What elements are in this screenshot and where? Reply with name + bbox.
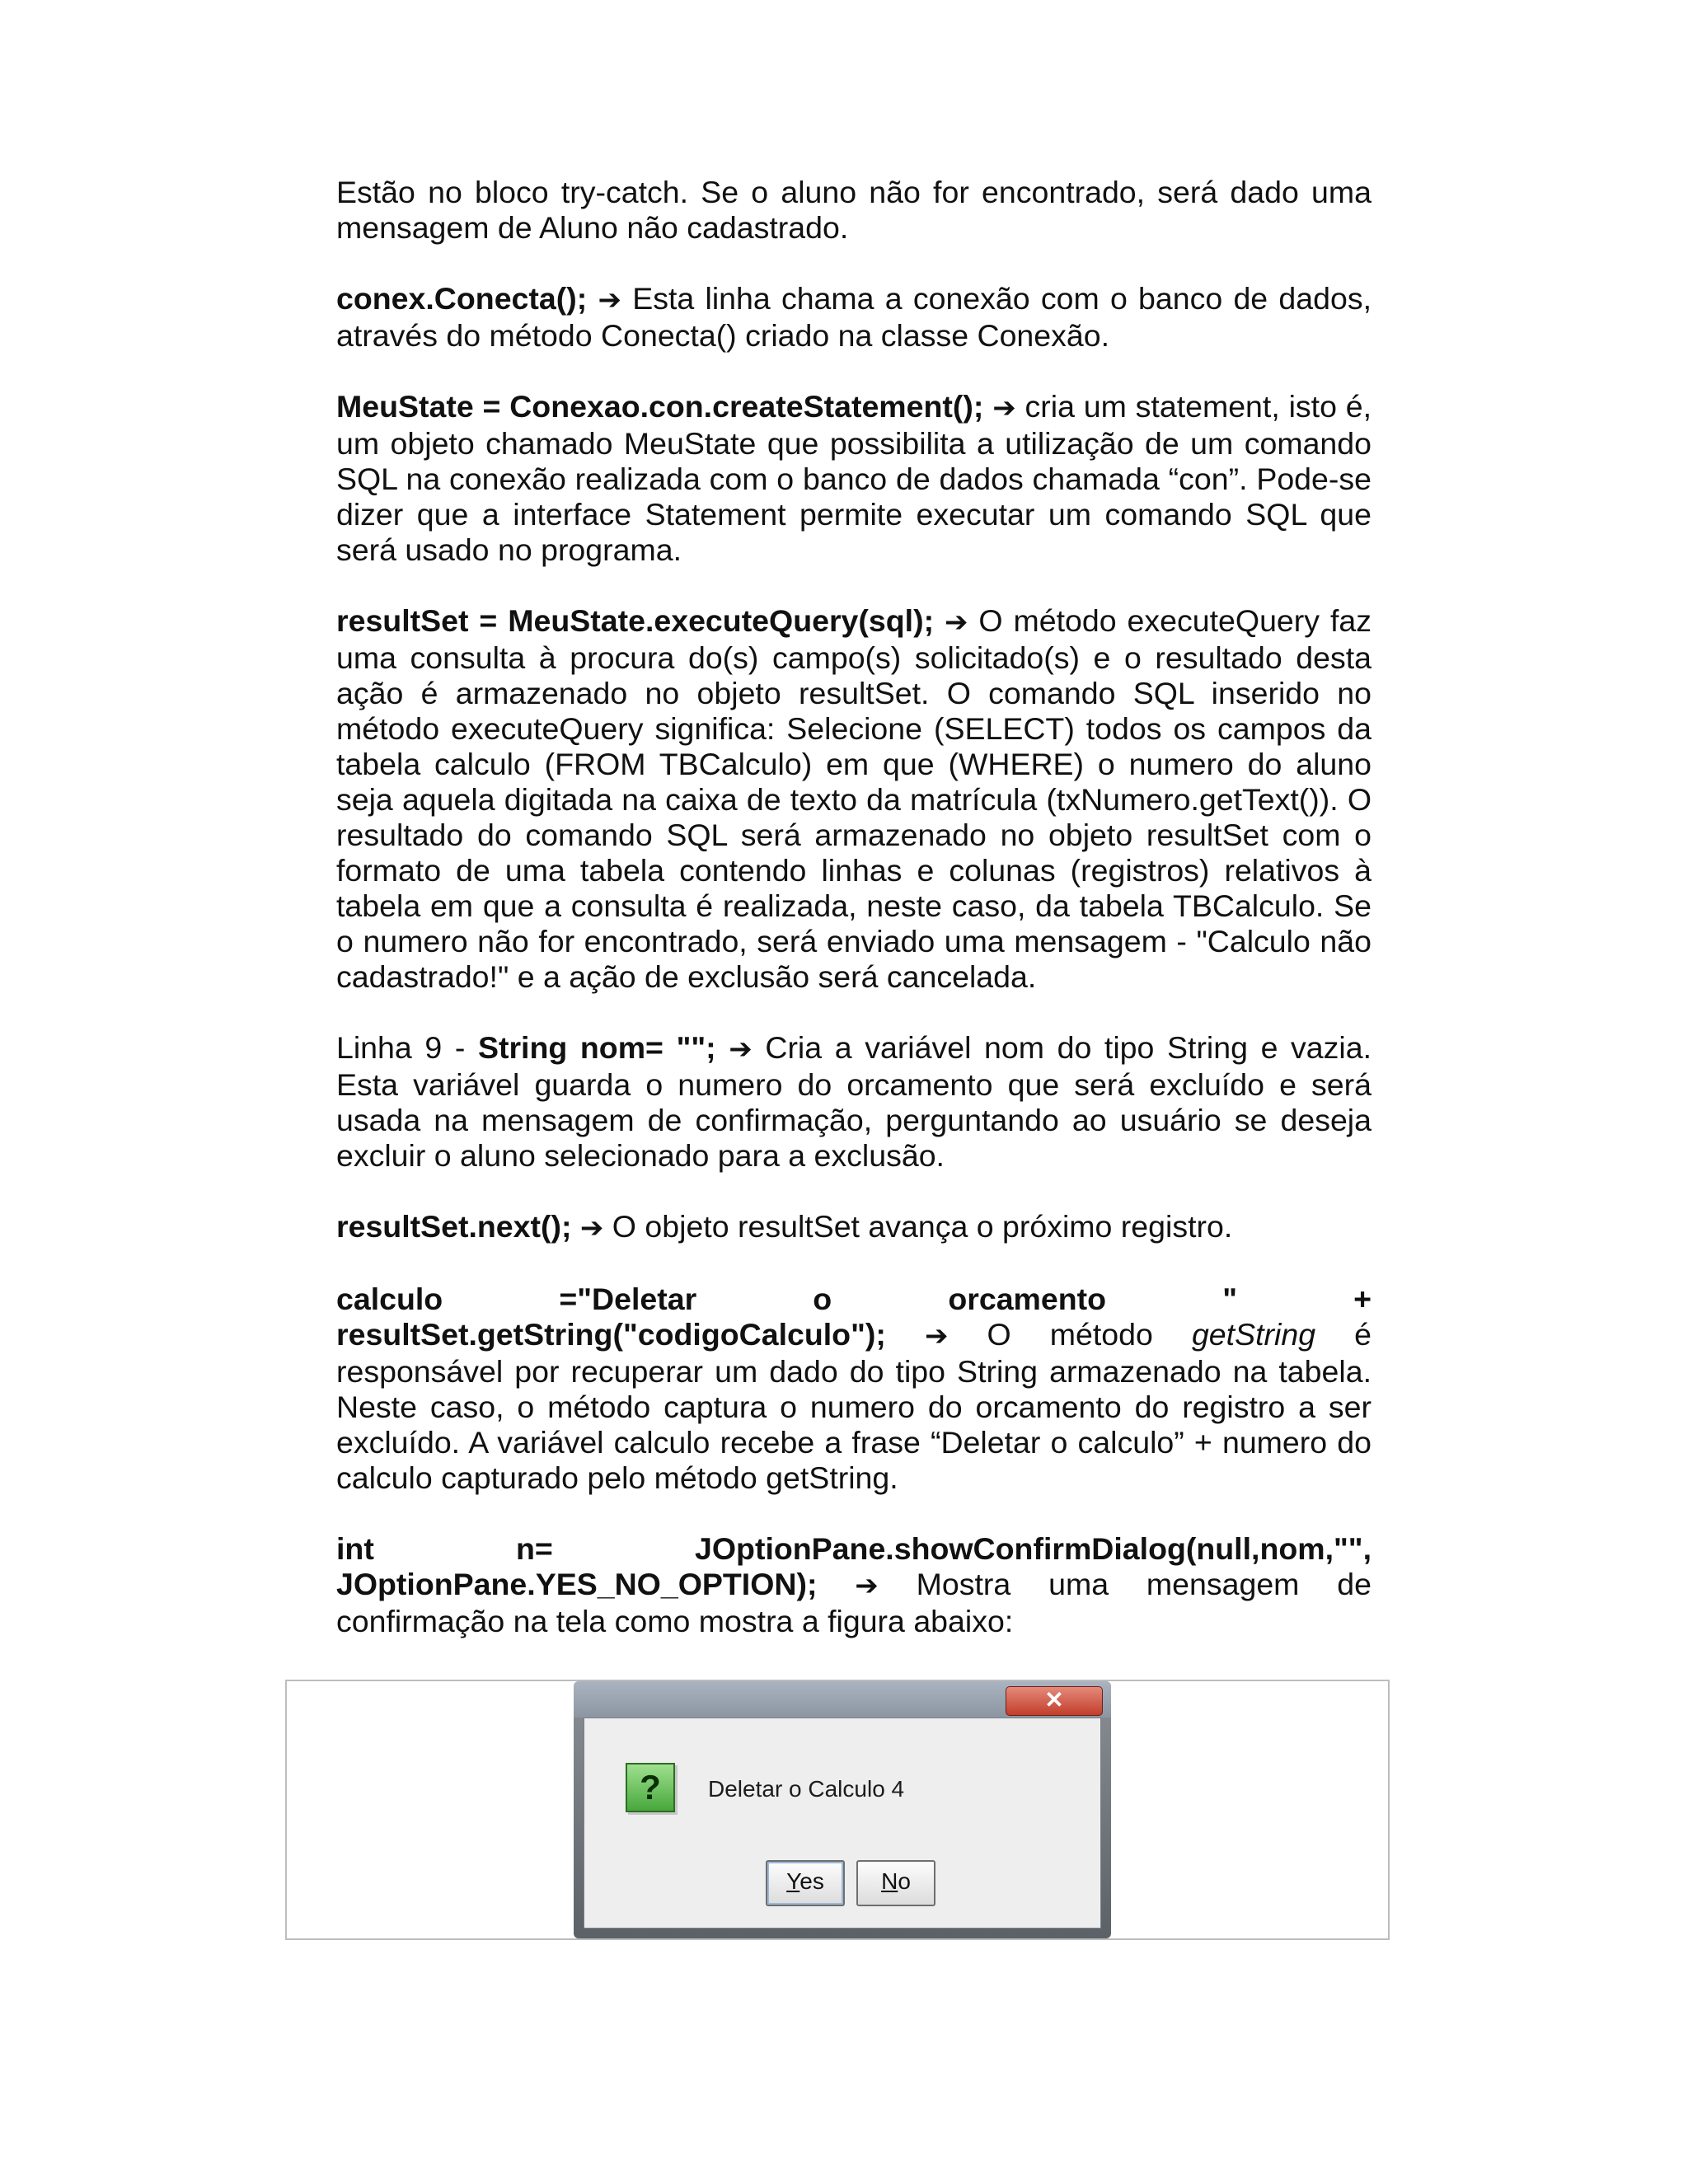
arrow-icon: ➔ xyxy=(945,606,968,639)
close-button[interactable]: ✕ xyxy=(1006,1686,1103,1716)
arrow-icon: ➔ xyxy=(992,391,1016,424)
code-bold: conex.Conecta(); xyxy=(336,281,588,316)
arrow-icon: ➔ xyxy=(855,1569,879,1602)
code-bold: resultSet = MeuState.executeQuery(sql); xyxy=(336,603,935,638)
paragraph-3: MeuState = Conexao.con.createStatement(); ➔ cria um statement, isto é, um objeto chamado MeuState que possibilita a utilização de um comando SQL na conexão realizada com o banco de dados chamada “con”. Pode-se dizer que a interface Statement permite executar um comando SQL que será usado no programa. xyxy=(336,389,1372,567)
code-bold: MeuState = Conexao.con.createStatement(); xyxy=(336,389,984,424)
code-bold: String nom= ""; xyxy=(477,1030,716,1065)
arrow-icon: ➔ xyxy=(729,1033,753,1066)
arrow-icon: ➔ xyxy=(579,1212,604,1244)
code-bold: int n= JOptionPane.showConfirmDialog(null,nom,"", JOptionPane.YES_NO_OPTION); xyxy=(336,1531,1372,1601)
paragraph-8: int n= JOptionPane.showConfirmDialog(null,nom,"", JOptionPane.YES_NO_OPTION); ➔ Mostra uma mensagem de confirmação na tela como mostra a figura abaixo: xyxy=(336,1531,1372,1638)
confirm-dialog xyxy=(574,1681,1111,1938)
arrow-icon: ➔ xyxy=(598,284,621,316)
paragraph-1: Estão no bloco try-catch. Se o aluno não for encontrado, será dado uma mensagem de Aluno não cadastrado. xyxy=(336,175,1372,245)
document-body xyxy=(336,175,1372,1675)
yes-mnemonic: Y xyxy=(786,1868,800,1894)
paragraph-7: calculo ="Deletar o orcamento " + resultSet.getString("codigoCalculo"); ➔ O método getString é responsável por recuperar um dado do tipo String armazenado na tabela. Neste caso, o método captura o numero do orcamento do registro a ser excluído. A variável calculo recebe a frase “Deletar o calculo” + numero do calculo capturado pelo método getString. xyxy=(336,1282,1372,1495)
code-bold: resultSet.next(); xyxy=(336,1209,572,1244)
yes-button[interactable] xyxy=(766,1860,845,1906)
yes-label-rest: es xyxy=(799,1868,824,1894)
no-button[interactable] xyxy=(856,1860,935,1906)
no-mnemonic: N xyxy=(881,1868,898,1894)
no-label-rest: o xyxy=(898,1868,911,1894)
dialog-title-bar xyxy=(574,1681,1111,1718)
italic-method: getString xyxy=(1191,1317,1316,1352)
question-icon: ? xyxy=(626,1763,675,1812)
arrow-icon: ➔ xyxy=(924,1319,949,1352)
code-bold: calculo ="Deletar o orcamento " + resultSet.getString("codigoCalculo"); xyxy=(336,1282,1372,1352)
dialog-content xyxy=(584,1718,1101,1929)
paragraph-6: resultSet.next(); ➔ O objeto resultSet avança o próximo registro. xyxy=(336,1209,1233,1244)
paragraph-2: conex.Conecta(); ➔ Esta linha chama a conexão com o banco de dados, através do método Conecta() criado na classe Conexão. xyxy=(336,281,1372,353)
dialog-message: Deletar o Calculo 4 xyxy=(708,1776,905,1802)
paragraph-4: resultSet = MeuState.executeQuery(sql); ➔ O método executeQuery faz uma consulta à procura do(s) campo(s) solicitado(s) e o resultado desta ação é armazenado no objeto resultSet. O comando SQL inserido no método executeQuery significa: Selecione (SELECT) todos os campos da tabela calculo (FROM TBCalculo) em que (WHERE) o numero do aluno seja aquela digitada na caixa de texto da matrícula (txNumero.getText()). O resultado do comando SQL será armazenado no objeto resultSet com o formato de uma tabela contendo linhas e colunas (registros) relativos à tabela em que a consulta é realizada, neste caso, da tabela TBCalculo. Se o numero não for encontrado, será enviado uma mensagem - "Calculo não cadastrado!" e a ação de exclusão será cancelada. xyxy=(336,603,1372,994)
paragraph-5: Linha 9 - String nom= ""; ➔ Cria a variável nom do tipo String e vazia. Esta variável guarda o numero do orcamento que será excluído e será usada na mensagem de confirmação, perguntando ao usuário se deseja excluir o aluno selecionado para a exclusão. xyxy=(336,1030,1372,1173)
dialog-figure xyxy=(285,1680,1390,1940)
